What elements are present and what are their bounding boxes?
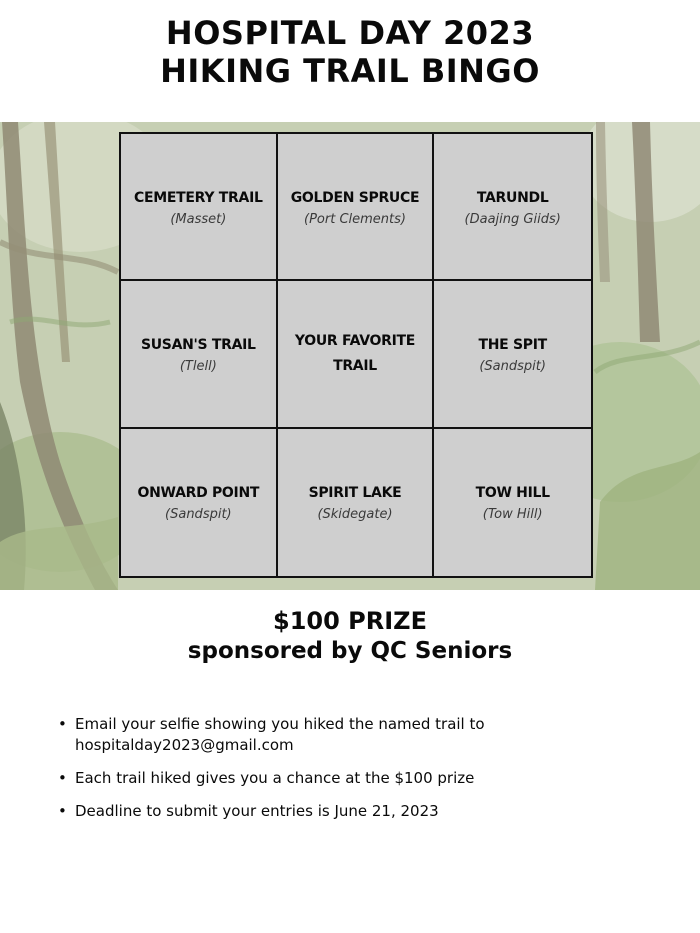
- prize-sponsor: sponsored by QC Seniors: [187, 638, 513, 664]
- bullet-icon: •: [58, 802, 67, 820]
- bingo-cell-cemetery-trail: [121, 134, 278, 281]
- bingo-cell-location: (Sandspit): [479, 358, 546, 374]
- bingo-cell-your-favorite-trail: [278, 281, 435, 428]
- bingo-cell-onward-point: [121, 429, 278, 576]
- rule-text: Deadline to submit your entries is June 21, 2023: [75, 802, 439, 820]
- bullet-icon: •: [58, 769, 67, 787]
- rule-text: Email your selfie showing you hiked the named trail to hospitalday2023@gmail.com: [75, 715, 485, 754]
- title-line-2: HIKING TRAIL BINGO: [160, 52, 540, 90]
- bingo-cell-the-spit: [434, 281, 591, 428]
- bingo-cell-spirit-lake: [278, 429, 435, 576]
- rules-list: [56, 714, 656, 834]
- forest-background: [0, 122, 700, 590]
- bingo-cell-trail-name: ONWARD POINT: [137, 485, 260, 502]
- page-title: [0, 14, 700, 90]
- bingo-cell-tow-hill: [434, 429, 591, 576]
- bingo-cell-tarundl: [434, 134, 591, 281]
- rule-item-deadline: [56, 801, 656, 822]
- bingo-cell-trail-name: SUSAN'S TRAIL: [140, 336, 256, 353]
- rule-item-email: [56, 714, 656, 756]
- bullet-icon: •: [58, 715, 67, 733]
- bingo-cell-trail-name: SPIRIT LAKE: [308, 485, 402, 502]
- bingo-cell-location: (Masset): [170, 211, 227, 227]
- bingo-cell-location: (Sandspit): [165, 507, 232, 523]
- bingo-cell-susans-trail: [121, 281, 278, 428]
- title-line-1: HOSPITAL DAY 2023: [165, 14, 535, 52]
- bingo-cell-trail-name: GOLDEN SPRUCE: [290, 189, 420, 206]
- prize-banner: [0, 606, 700, 666]
- rule-text: Each trail hiked gives you a chance at the $100 prize: [75, 769, 475, 787]
- bingo-cell-trail-name: THE SPIT: [478, 336, 547, 353]
- bingo-cell-trail-name: TARUNDL: [476, 189, 549, 206]
- bingo-grid: [119, 132, 593, 578]
- bingo-cell-trail-name: TOW HILL: [475, 485, 550, 502]
- bingo-cell-location: (Tlell): [179, 358, 217, 374]
- prize-amount: $100 PRIZE: [273, 607, 427, 635]
- bingo-cell-trail-name: YOUR FAVORITE TRAIL: [294, 332, 416, 374]
- bingo-cell-trail-name: CEMETERY TRAIL: [134, 189, 263, 206]
- rule-item-chance: [56, 768, 656, 789]
- bingo-cell-location: (Skidegate): [317, 507, 393, 523]
- bingo-cell-location: (Tow Hill): [482, 507, 543, 523]
- bingo-cell-golden-spruce: [278, 134, 435, 281]
- bingo-cell-location: (Port Clements): [304, 211, 406, 227]
- bingo-cell-location: (Daajing Giids): [464, 211, 561, 227]
